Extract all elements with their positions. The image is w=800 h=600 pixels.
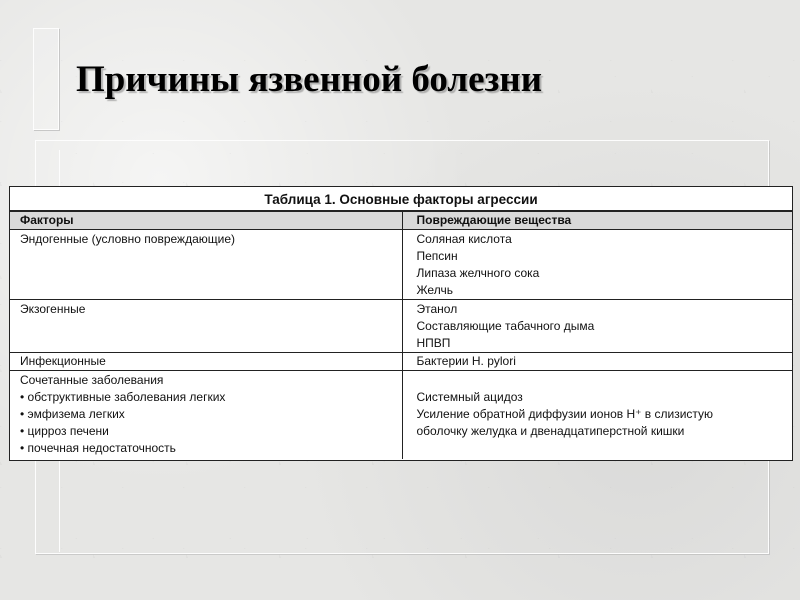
title-decorative-frame bbox=[33, 28, 59, 130]
substance-spacer bbox=[417, 372, 793, 389]
factors-table-grid bbox=[10, 212, 792, 459]
column-header-factors: Факторы bbox=[10, 212, 402, 230]
factor-cell bbox=[10, 371, 402, 460]
aggression-factors-table bbox=[9, 186, 793, 461]
factor-bullet-item: • цирроз печени bbox=[20, 424, 109, 438]
substances-cell bbox=[402, 371, 792, 460]
factor-text: Экзогенные bbox=[20, 302, 86, 316]
substance-item: Бактерии H. pylori bbox=[416, 354, 516, 368]
factor-bullet-item: • обструктивные заболевания легких bbox=[20, 390, 226, 404]
substance-item: Соляная кислота bbox=[416, 232, 512, 246]
substance-item: Системный ацидоз bbox=[416, 390, 523, 404]
substance-item: Усиление обратной диффузии ионов Н⁺ в слизистую bbox=[416, 407, 714, 421]
factor-text: Инфекционные bbox=[20, 354, 106, 368]
factor-cell bbox=[10, 230, 402, 300]
factor-text: Эндогенные (условно повреждающие) bbox=[20, 232, 235, 246]
substance-item: Желчь bbox=[416, 283, 453, 297]
factor-bullet-item: • почечная недостаточность bbox=[20, 441, 176, 455]
factor-bullet-item: • эмфизема легких bbox=[20, 407, 125, 421]
substances-cell bbox=[402, 353, 792, 371]
slide-title: Причины язвенной болезни bbox=[76, 59, 543, 100]
table-row-endogenous bbox=[10, 230, 792, 300]
substance-item: оболочку желудка и двенадцатиперстной кишки bbox=[416, 424, 685, 438]
factor-cell bbox=[10, 353, 402, 371]
table-row-exogenous bbox=[10, 300, 792, 353]
table-row-infectious bbox=[10, 353, 792, 371]
table-caption: Таблица 1. Основные факторы агрессии bbox=[10, 187, 792, 212]
column-header-substances: Повреждающие вещества bbox=[402, 212, 792, 230]
substance-item: Составляющие табачного дыма bbox=[416, 319, 595, 333]
substance-item: НПВП bbox=[416, 336, 451, 350]
factor-text: Сочетанные заболевания bbox=[20, 373, 164, 387]
substance-item: Липаза желчного сока bbox=[416, 266, 540, 280]
substances-cell bbox=[402, 300, 792, 353]
factor-cell bbox=[10, 300, 402, 353]
table-header-row bbox=[10, 212, 792, 230]
table-row-combined bbox=[10, 371, 792, 460]
substances-cell bbox=[402, 230, 792, 300]
substance-item: Этанол bbox=[416, 302, 458, 316]
substance-item: Пепсин bbox=[416, 249, 458, 263]
